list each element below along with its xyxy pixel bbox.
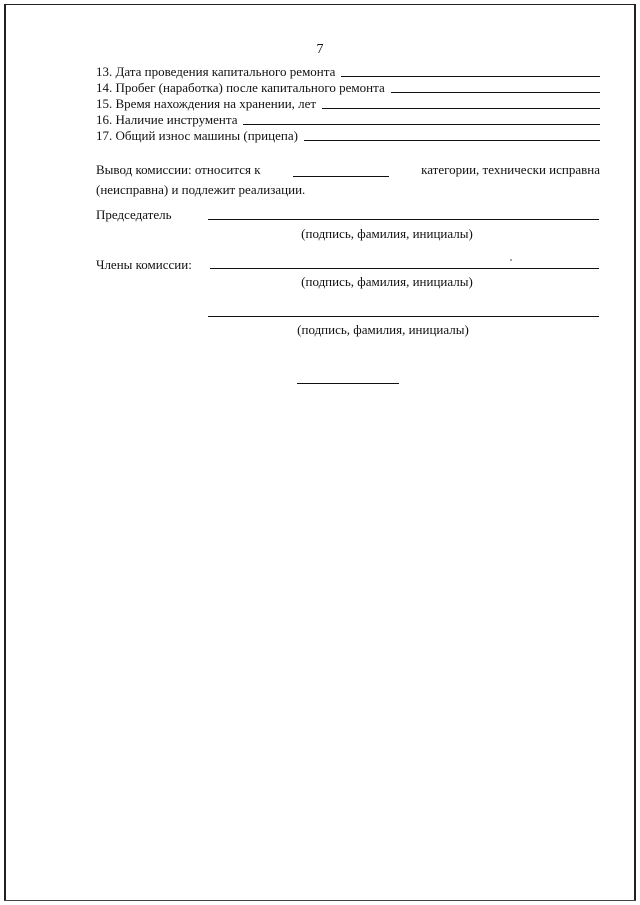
chairman-signature-caption: (подпись, фамилия, инициалы) (301, 226, 473, 241)
field-label: 15. Время нахождения на хранении, лет (96, 96, 317, 111)
page-border-right (634, 4, 636, 901)
page-number: 7 (316, 42, 324, 57)
member-signature-caption-2: (подпись, фамилия, инициалы) (297, 322, 469, 337)
field-label: 16. Наличие инструмента (96, 112, 238, 127)
category-fill-in-line[interactable] (293, 164, 389, 177)
field-row-15 (96, 96, 600, 111)
page-border-bottom (4, 900, 636, 901)
conclusion-line-2: (неисправна) и подлежит реализации. (96, 182, 306, 197)
field-row-17 (96, 128, 600, 143)
chairman-label: Председатель (96, 207, 172, 222)
fill-in-line[interactable] (322, 97, 600, 109)
fill-in-line[interactable] (304, 129, 600, 141)
member-signature-line-1[interactable] (210, 268, 599, 269)
commission-conclusion (96, 160, 600, 200)
conclusion-text-start: Вывод комиссии: относится к (96, 162, 261, 177)
fill-in-line[interactable] (243, 113, 600, 125)
field-label: 13. Дата проведения капитального ремонта (96, 64, 336, 79)
conclusion-text-end: категории, технически исправна (421, 162, 600, 177)
page-border-top (4, 4, 636, 5)
field-label: 14. Пробег (наработка) после капитального ремонта (96, 80, 385, 95)
end-separator-line (297, 383, 399, 384)
members-label: Члены комиссии: (96, 257, 192, 272)
member-signature-line-2[interactable] (208, 316, 599, 317)
field-row-14 (96, 80, 600, 95)
member-signature-caption-1: (подпись, фамилия, инициалы) (301, 274, 473, 289)
chairman-signature-line[interactable] (208, 219, 599, 220)
fill-in-line[interactable] (391, 81, 600, 93)
scan-speck (510, 259, 512, 261)
page-border-left (4, 4, 6, 901)
field-label: 17. Общий износ машины (прицепа) (96, 128, 298, 143)
field-row-13 (96, 64, 600, 79)
conclusion-line-1 (96, 160, 600, 180)
fill-in-line[interactable] (341, 65, 600, 77)
field-row-16 (96, 112, 600, 127)
